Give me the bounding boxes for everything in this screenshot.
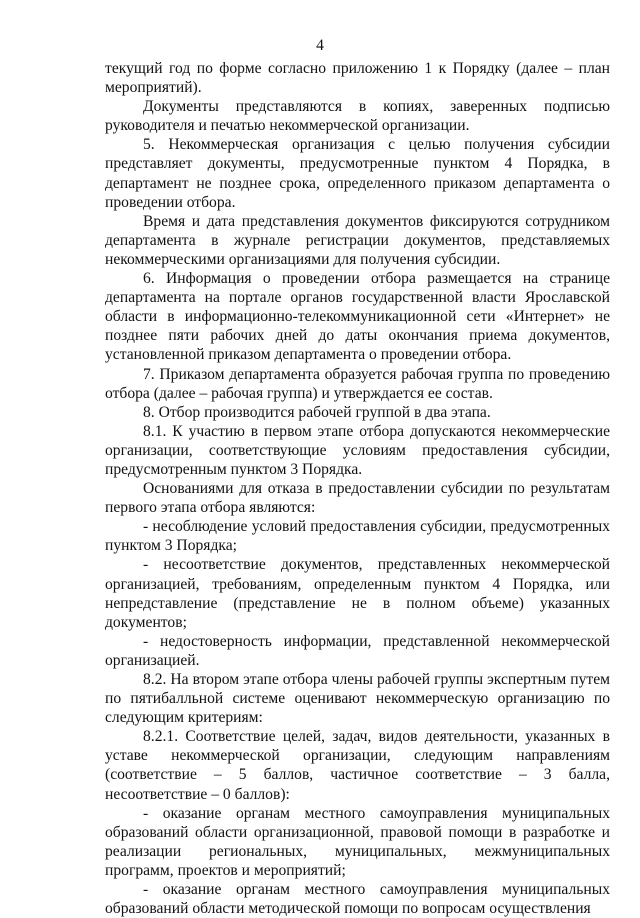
paragraph: 5. Некоммерческая организация с целью получения субсидии представляет документы, предусмотренные пунктом 4 Порядка, в департамент не позднее срока, определенного приказом департамента о проведении отбора. [105,136,610,211]
list-item: - недостоверность информации, представленной некоммерческой организацией. [105,632,610,669]
paragraph: 8.1. К участию в первом этапе отбора допускаются некоммерческие организации, соответствующие условиям предоставления субсидии, предусмотренным пунктом 3 Порядка. [105,422,610,478]
list-item: - несоответствие документов, представленных некоммерческой организацией, требованиям, определенным пунктом 4 Порядка, или непредставление (представление не в полном объеме) указанных документов; [105,556,610,631]
paragraph: 6. Информация о проведении отбора размещается на странице департамента на портале органов государственной власти Ярославской области в информационно-телекоммуникационной сети «Интернет» не позднее пяти рабочих дней до даты окончания приема документов, установленной приказом департамента о проведении отбора. [105,270,610,364]
list-item: - оказание органам местного самоуправления муниципальных образований области организационной, правовой помощи в разработке и реализации региональных, муниципальных, межмуниципальных программ, проектов и мероприятий; [105,804,610,879]
paragraph: 8.2. На втором этапе отбора члены рабочей группы экспертным путем по пятибалльной системе оценивают некоммерческую организацию по следующим критериям: [105,671,610,727]
paragraph: 8. Отбор производится рабочей группой в два этапа. [143,403,491,421]
paragraph: 8.2.1. Соответствие целей, задач, видов деятельности, указанных в уставе некоммерческой организации, следующим направлениям (соответствие – 5 баллов, частичное соответствие – 3 балла, несоответствие – 0 баллов): [105,728,610,803]
paragraph: 7. Приказом департамента образуется рабочая группа по проведению отбора (далее – рабочая группа) и утверждается ее состав. [105,365,610,402]
paragraph: Основаниями для отказа в предоставлении субсидии по результатам первого этапа отбора являются: [105,480,610,517]
paragraph: Время и дата представления документов фиксируются сотрудником департамента в журнале регистрации документов, представляемых некоммерческими организациями для получения субсидии. [105,212,610,268]
paragraph: текущий год по форме согласно приложению 1 к Порядку (далее – план мероприятий). [105,60,610,97]
paragraph: Документы представляются в копиях, заверенных подписью руководителя и печатью некоммерческой организации. [105,98,610,135]
page-number: 4 [316,37,324,54]
list-item: - оказание органам местного самоуправления муниципальных образований области методической помощи по вопросам осуществления [105,881,610,918]
list-item: - несоблюдение условий предоставления субсидии, предусмотренных пунктом 3 Порядка; [105,518,610,555]
document-body [105,59,610,918]
